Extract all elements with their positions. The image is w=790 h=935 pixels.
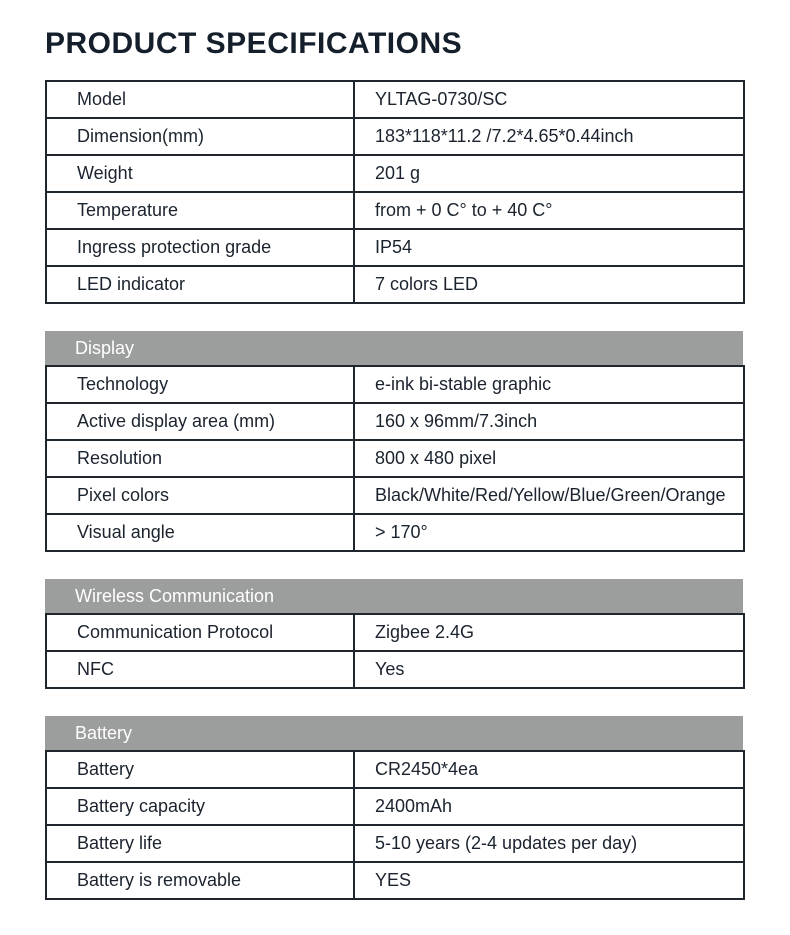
spec-value: 5-10 years (2-4 updates per day)	[354, 825, 744, 862]
spec-label: Dimension(mm)	[46, 118, 354, 155]
table-row	[46, 862, 744, 899]
spec-value: 2400mAh	[354, 788, 744, 825]
table-row	[46, 81, 744, 118]
table-row	[46, 403, 744, 440]
spec-label: Visual angle	[46, 514, 354, 551]
spec-label: LED indicator	[46, 266, 354, 303]
spec-value: CR2450*4ea	[354, 751, 744, 788]
spec-value: 201 g	[354, 155, 744, 192]
section-header-battery: Battery	[45, 716, 743, 750]
spec-value: > 170°	[354, 514, 744, 551]
spec-label: Weight	[46, 155, 354, 192]
spec-label: Active display area (mm)	[46, 403, 354, 440]
table-row	[46, 788, 744, 825]
table-row	[46, 751, 744, 788]
spec-value: YLTAG-0730/SC	[354, 81, 744, 118]
spec-value: Black/White/Red/Yellow/Blue/Green/Orange	[354, 477, 744, 514]
table-row	[46, 614, 744, 651]
spec-table-battery	[45, 750, 745, 900]
spec-value: IP54	[354, 229, 744, 266]
spec-label: Ingress protection grade	[46, 229, 354, 266]
spec-label: Battery life	[46, 825, 354, 862]
spec-value: e-ink bi-stable graphic	[354, 366, 744, 403]
section-battery	[45, 716, 790, 900]
spec-label: Technology	[46, 366, 354, 403]
spec-value: 800 x 480 pixel	[354, 440, 744, 477]
spec-label: Battery capacity	[46, 788, 354, 825]
spec-label: Temperature	[46, 192, 354, 229]
table-row	[46, 440, 744, 477]
spec-value: 183*118*11.2 /7.2*4.65*0.44inch	[354, 118, 744, 155]
spec-label: Pixel colors	[46, 477, 354, 514]
spec-label: NFC	[46, 651, 354, 688]
spec-value: from + 0 C° to + 40 C°	[354, 192, 744, 229]
section-general	[45, 80, 790, 304]
spec-value: Zigbee 2.4G	[354, 614, 744, 651]
spec-label: Model	[46, 81, 354, 118]
section-header-display: Display	[45, 331, 743, 365]
spec-table-wireless-communication	[45, 613, 745, 689]
table-row	[46, 651, 744, 688]
spec-label: Communication Protocol	[46, 614, 354, 651]
spec-value: 7 colors LED	[354, 266, 744, 303]
table-row	[46, 192, 744, 229]
spec-table-display	[45, 365, 745, 552]
spec-table-general	[45, 80, 745, 304]
section-wireless-communication	[45, 579, 790, 689]
table-row	[46, 366, 744, 403]
table-row	[46, 825, 744, 862]
table-row	[46, 155, 744, 192]
table-row	[46, 514, 744, 551]
table-row	[46, 229, 744, 266]
table-row	[46, 266, 744, 303]
spec-value: Yes	[354, 651, 744, 688]
spec-label: Battery	[46, 751, 354, 788]
section-header-wireless-communication: Wireless Communication	[45, 579, 743, 613]
spec-label: Battery is removable	[46, 862, 354, 899]
spec-value: YES	[354, 862, 744, 899]
table-row	[46, 477, 744, 514]
page-title: PRODUCT SPECIFICATIONS	[45, 27, 463, 60]
spec-value: 160 x 96mm/7.3inch	[354, 403, 744, 440]
section-display	[45, 331, 790, 552]
spec-label: Resolution	[46, 440, 354, 477]
table-row	[46, 118, 744, 155]
